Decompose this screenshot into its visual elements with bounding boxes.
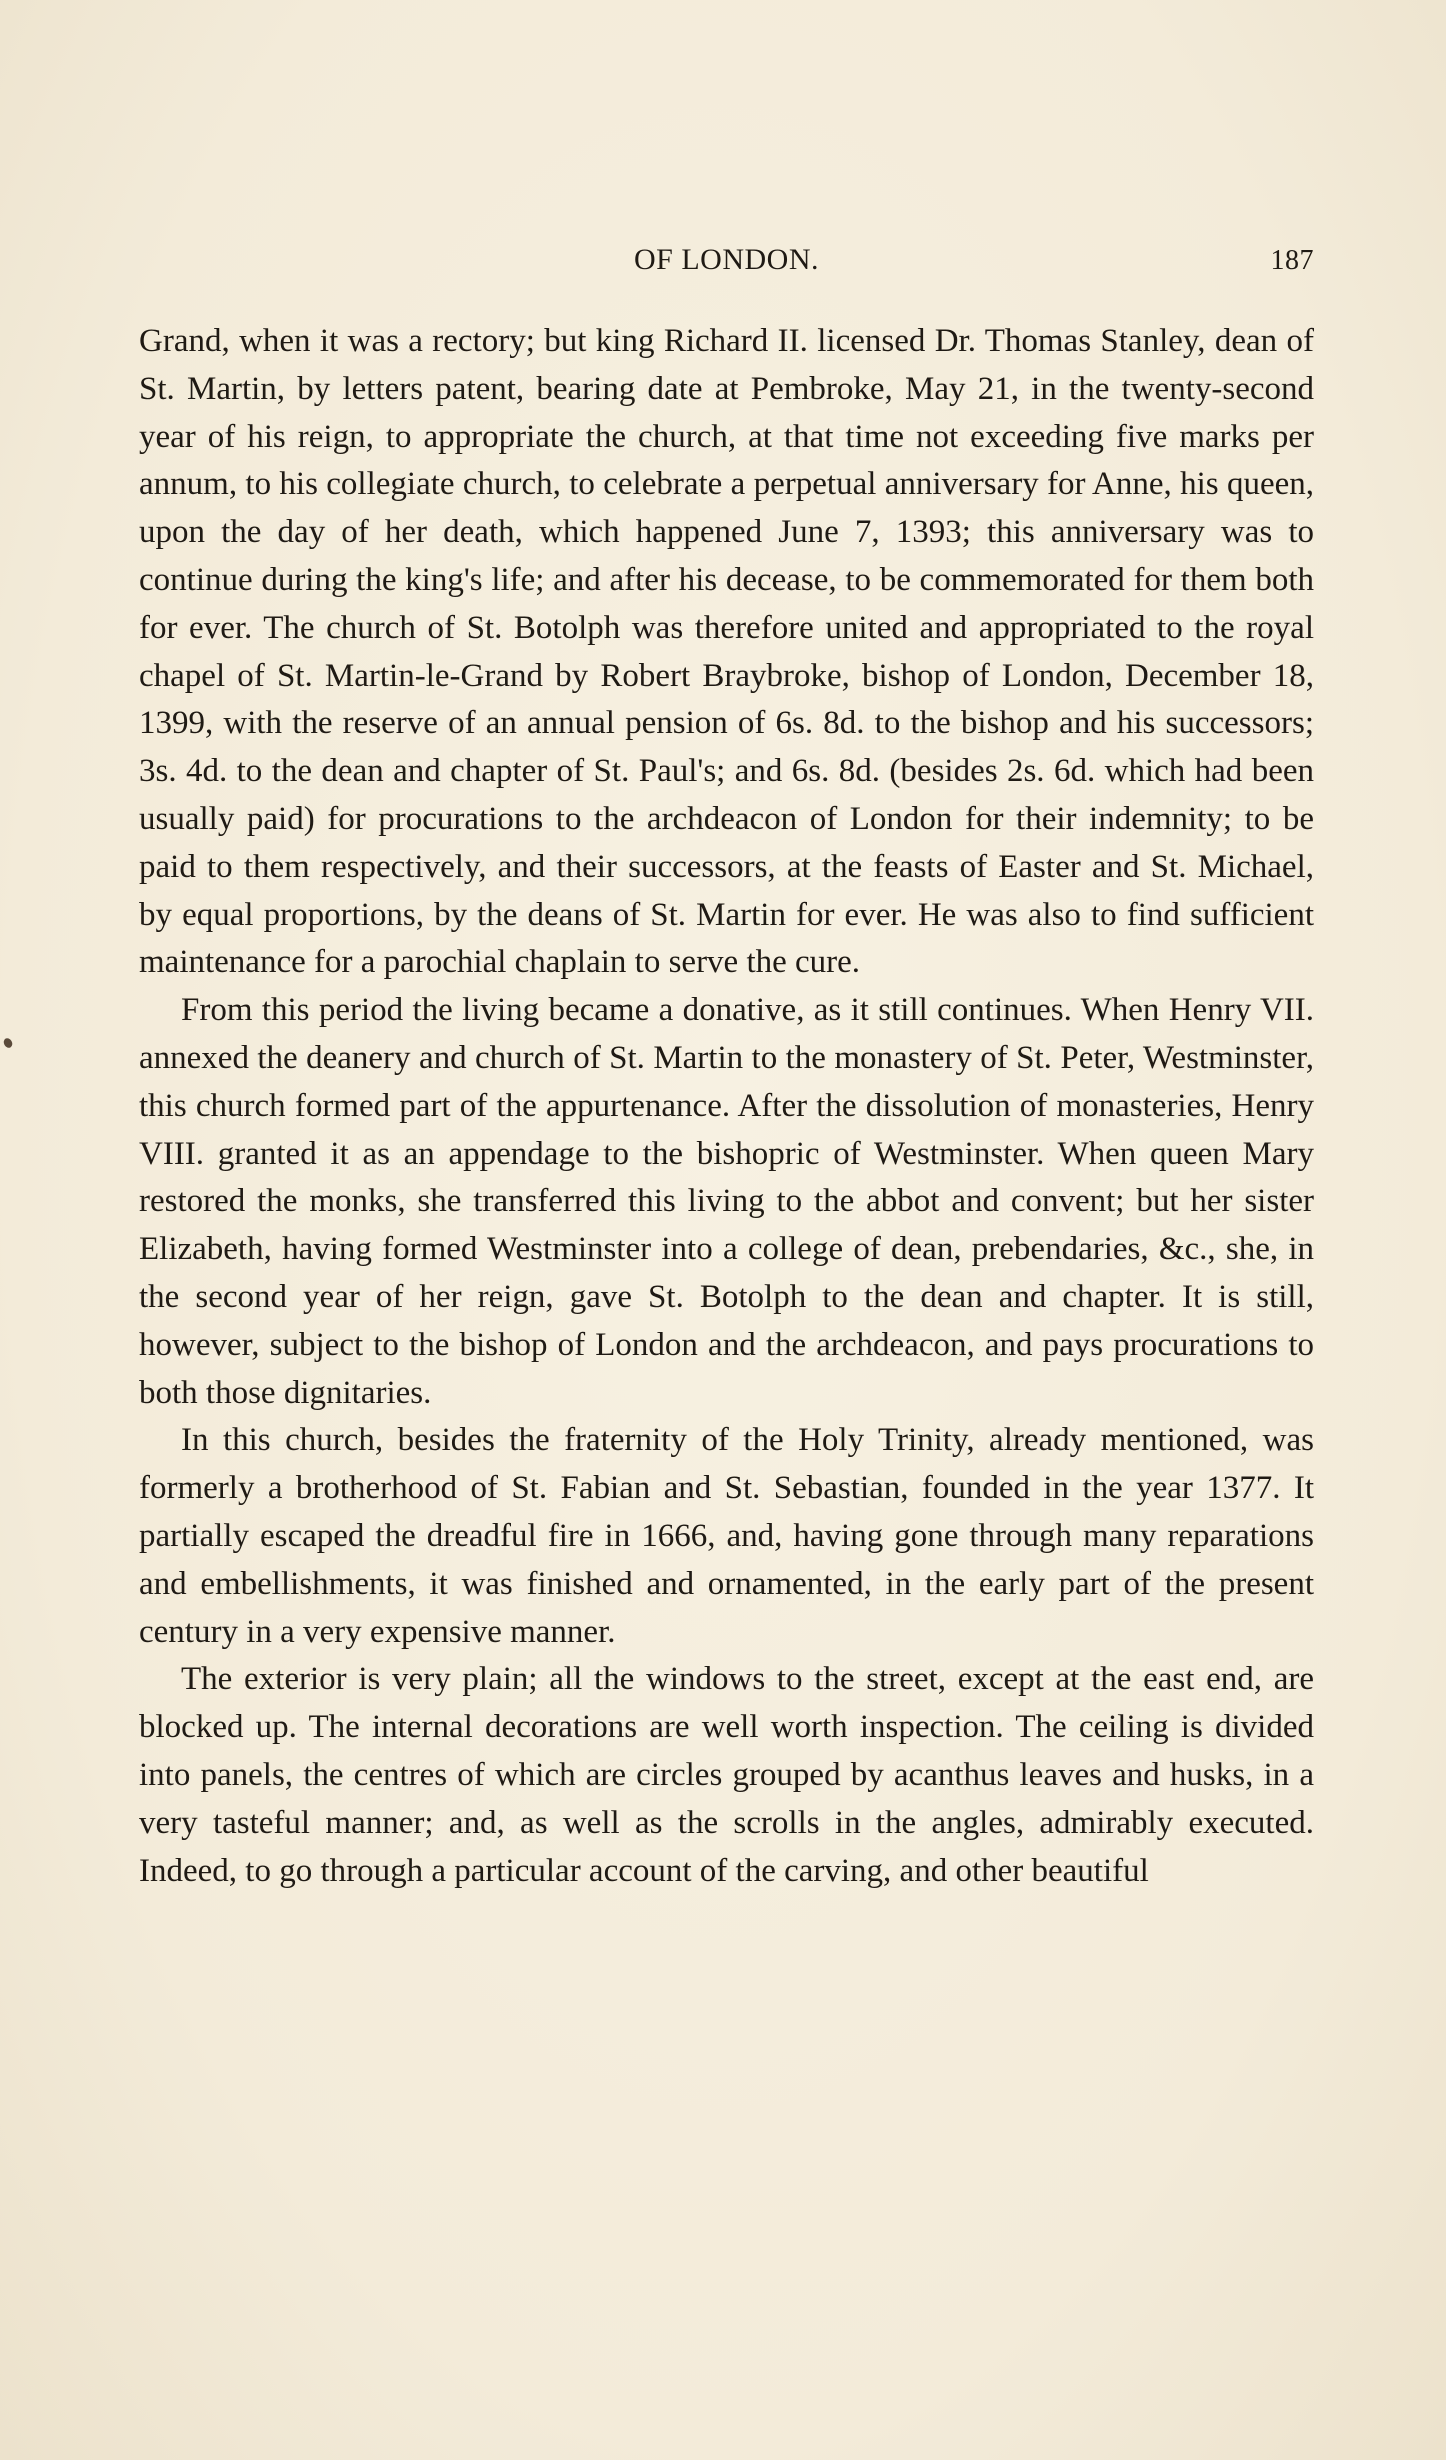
running-head: [139, 243, 1314, 283]
paragraph: From this period the living became a donative, as it still continues. When Henry VII. annexed the deanery and church of St. Martin to the monastery of St. Peter, Westminster, this church formed part of the appurtenance. After the dissolution of monasteries, Henry VIII. granted it as an appendage to the bishopric of Westminster. When queen Mary restored the monks, she transferred this living to the abbot and convent; but her sister Elizabeth, having formed Westminster into a college of dean, prebendaries, &c., she, in the second year of her reign, gave St. Botolph to the dean and chapter. It is still, however, subject to the bishop of London and the archdeacon, and pays procurations to both those dignitaries.: [139, 992, 1314, 1411]
text-block: [139, 318, 1314, 1895]
running-title: OF LONDON.: [634, 243, 819, 276]
paragraph: In this church, besides the fraternity of the Holy Trinity, already mentioned, was formerly a brotherhood of St. Fabian and St. Sebastian, founded in the year 1377. It partially escaped the dreadful fire in 1666, and, having gone through many reparations and embellishments, it was finished and ornamented, in the early part of the present century in a very expensive manner.: [139, 1422, 1314, 1650]
ink-speck: [2, 1037, 14, 1050]
page-number: 187: [1270, 245, 1314, 276]
paragraph-continued: Grand, when it was a rectory; but king Richard II. licensed Dr. Thomas Stanley, dean of St. Martin, by letters patent, bearing date at Pembroke, May 21, in the twenty-second year of his reign, to appropriate the church, at that time not exceeding five marks per annum, to his collegiate church, to celebrate a perpetual anniversary for Anne, his queen, upon the day of her death, which happened June 7, 1393; this anniversary was to continue during the king's life; and after his decease, to be commemorated for them both for ever. The church of St. Botolph was therefore united and appropriated to the royal chapel of St. Martin-le-Grand by Robert Braybroke, bishop of London, December 18, 1399, with the reserve of an annual pension of 6s. 8d. to the bishop and his successors; 3s. 4d. to the dean and chapter of St. Paul's; and 6s. 8d. (besides 2s. 6d. which had been usually paid) for procurations to the archdeacon of London for their indemnity; to be paid to them respectively, and their successors, at the feasts of Easter and St. Michael, by equal proportions, by the deans of St. Martin for ever. He was also to find sufficient maintenance for a parochial chaplain to serve the cure.: [139, 323, 1314, 981]
paragraph: The exterior is very plain; all the windows to the street, except at the east end, are blocked up. The internal decorations are well worth inspection. The ceiling is divided into panels, the centres of which are circles grouped by acanthus leaves and husks, in a very tasteful manner; and, as well as the scrolls in the angles, admirably executed. Indeed, to go through a particular account of the carving, and other beautiful: [139, 1661, 1314, 1889]
